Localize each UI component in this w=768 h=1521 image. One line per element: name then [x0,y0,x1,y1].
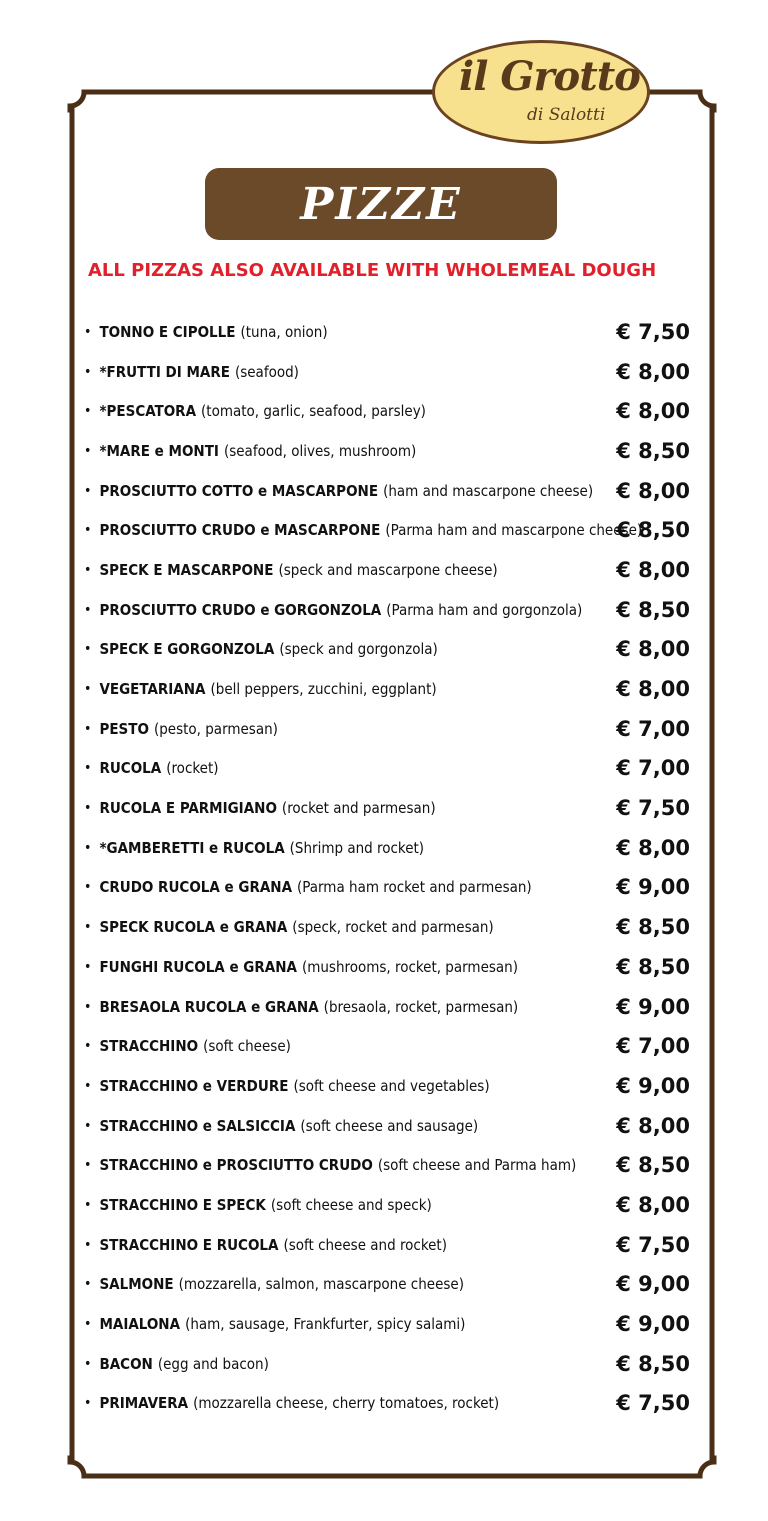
pizza-description: (speck and mascarpone cheese) [278,560,498,579]
menu-item [84,1185,690,1225]
pizza-price: € 8,00 [616,1192,690,1217]
pizza-description: (Parma ham and gorgonzola) [386,600,583,619]
menu-item [84,1384,690,1424]
pizza-name: PRIMAVERA [99,1394,189,1413]
menu-item [84,352,690,392]
bullet-icon: • [84,879,92,896]
bullet-icon: • [84,363,92,380]
menu-item-label [84,839,424,857]
pizza-description: (Parma ham rocket and parmesan) [297,878,532,897]
menu-item [84,391,690,431]
menu-item [84,510,690,550]
menu-item [84,471,690,511]
pizza-name: VEGETARIANA [99,680,206,699]
pizza-name: PROSCIUTTO CRUDO e MASCARPONE [99,521,381,540]
menu-item [84,709,690,749]
menu-item-label [84,680,437,698]
menu-item [84,669,690,709]
menu-item-label [84,878,532,896]
menu-item [84,1304,690,1344]
pizza-price: € 8,50 [616,438,690,463]
menu-item [84,947,690,987]
pizza-price: € 8,50 [616,518,690,543]
pizza-description: (soft cheese and sausage) [300,1116,479,1135]
pizza-price: € 9,00 [616,1272,690,1297]
menu-item-label [84,323,328,341]
pizza-list [84,312,690,1423]
bullet-icon: • [84,1236,92,1253]
pizza-description: (mozzarella, salmon, mascarpone cheese) [178,1275,464,1294]
pizza-description: (bell peppers, zucchini, eggplant) [210,680,437,699]
bullet-icon: • [84,1395,92,1412]
menu-item-label [84,1117,478,1135]
pizza-description: (tuna, onion) [240,322,328,341]
menu-item-label [84,482,593,500]
pizza-price: € 8,00 [616,835,690,860]
pizza-name: STRACCHINO E SPECK [99,1195,266,1214]
pizza-name: CRUDO RUCOLA e GRANA [99,878,293,897]
bullet-icon: • [84,998,92,1015]
bullet-icon: • [84,720,92,737]
bullet-icon: • [84,601,92,618]
pizza-name: BACON [99,1354,153,1373]
bullet-icon: • [84,442,92,459]
menu-item [84,312,690,352]
pizza-price: € 9,00 [616,994,690,1019]
menu-item-label [84,640,438,658]
bullet-icon: • [84,1077,92,1094]
menu-item-label [84,561,498,579]
menu-item [84,987,690,1027]
menu-item [84,1066,690,1106]
pizza-description: (rocket) [166,759,219,778]
pizza-price: € 9,00 [616,1312,690,1337]
pizza-description: (Shrimp and rocket) [289,838,425,857]
pizza-price: € 7,00 [616,716,690,741]
pizza-price: € 7,50 [616,796,690,821]
pizza-price: € 8,00 [616,399,690,424]
bullet-icon: • [84,641,92,658]
pizza-name: PROSCIUTTO COTTO e MASCARPONE [99,481,379,500]
bullet-icon: • [84,1038,92,1055]
menu-item-label [84,1077,490,1095]
bullet-icon: • [84,958,92,975]
pizza-name: SPECK E GORGONZOLA [99,640,275,659]
pizza-name: TONNO E CIPOLLE [99,322,236,341]
pizza-name: PROSCIUTTO CRUDO e GORGONZOLA [99,600,382,619]
pizza-description: (seafood, olives, mushroom) [223,441,417,460]
pizza-name: BRESAOLA RUCOLA e GRANA [99,997,319,1016]
bullet-icon: • [84,1117,92,1134]
pizza-price: € 7,50 [616,1391,690,1416]
bullet-icon: • [84,800,92,817]
pizza-name: MAIALONA [99,1315,181,1334]
menu-item-label [84,1037,291,1055]
menu-item [84,828,690,868]
menu-item [84,788,690,828]
menu-item-label [84,1394,499,1412]
pizza-price: € 8,50 [616,1153,690,1178]
pizza-description: (speck, rocket and parmesan) [292,918,494,937]
pizza-name: STRACCHINO [99,1037,199,1056]
pizza-name: FUNGHI RUCOLA e GRANA [99,957,297,976]
bullet-icon: • [84,681,92,698]
menu-item [84,749,690,789]
pizza-description: (soft cheese and Parma ham) [377,1156,577,1175]
pizza-description: (egg and bacon) [157,1354,269,1373]
menu-item-label [84,1196,432,1214]
menu-item-label [84,1236,447,1254]
pizza-description: (bresaola, rocket, parmesan) [323,997,519,1016]
pizza-price: € 8,00 [616,1113,690,1138]
menu-item-label [84,799,436,817]
pizza-name: STRACCHINO e SALSICCIA [99,1116,296,1135]
pizza-price: € 8,00 [616,637,690,662]
pizza-price: € 8,50 [616,915,690,940]
pizza-description: (mushrooms, rocket, parmesan) [301,957,519,976]
menu-item [84,1145,690,1185]
section-title-bar [205,168,557,240]
menu-item [84,1344,690,1384]
bullet-icon: • [84,1196,92,1213]
pizza-description: (mozzarella cheese, cherry tomatoes, rocket) [193,1394,500,1413]
pizza-name: RUCOLA E PARMIGIANO [99,799,277,818]
pizza-description: (soft cheese and rocket) [283,1235,447,1254]
pizza-description: (ham, sausage, Frankfurter, spicy salami) [185,1315,466,1334]
menu-item-label [84,601,582,619]
menu-item-label [84,958,518,976]
pizza-description: (soft cheese) [203,1037,291,1056]
pizza-price: € 8,00 [616,557,690,582]
pizza-name: STRACCHINO e PROSCIUTTO CRUDO [99,1156,373,1175]
pizza-price: € 7,50 [616,1232,690,1257]
menu-item-label [84,1315,465,1333]
menu-item-label [84,918,494,936]
menu-item [84,431,690,471]
pizza-description: (pesto, parmesan) [153,719,278,738]
pizza-price: € 7,00 [616,756,690,781]
bullet-icon: • [84,1276,92,1293]
pizza-description: (Parma ham and mascarpone cheese) [385,521,643,540]
pizza-name: PESTO [99,719,149,738]
pizza-description: (speck and gorgonzola) [279,640,438,659]
pizza-price: € 8,50 [616,597,690,622]
menu-item-label [84,1355,269,1373]
pizza-price: € 8,50 [616,1351,690,1376]
pizza-price: € 7,00 [616,1034,690,1059]
pizza-name: SPECK RUCOLA e GRANA [99,918,288,937]
menu-item [84,907,690,947]
bullet-icon: • [84,482,92,499]
bullet-icon: • [84,1355,92,1372]
menu-item-label [84,402,426,420]
pizza-description: (soft cheese and speck) [270,1195,432,1214]
menu-item [84,630,690,670]
menu-item [84,550,690,590]
pizza-name: *FRUTTI DI MARE [99,362,230,381]
menu-item [84,868,690,908]
bullet-icon: • [84,522,92,539]
logo-subtitle: di Salotti [527,105,606,125]
restaurant-logo [432,40,650,144]
pizza-price: € 8,50 [616,954,690,979]
bullet-icon: • [84,839,92,856]
menu-item-label [84,363,299,381]
pizza-price: € 8,00 [616,359,690,384]
pizza-description: (soft cheese and vegetables) [293,1076,490,1095]
bullet-icon: • [84,760,92,777]
pizza-price: € 9,00 [616,875,690,900]
pizza-description: (seafood) [234,362,299,381]
menu-item-label [84,759,219,777]
pizza-name: STRACCHINO e VERDURE [99,1076,289,1095]
pizza-name: *GAMBERETTI e RUCOLA [99,838,285,857]
menu-item [84,590,690,630]
menu-item-label [84,1275,464,1293]
section-title: PIZZE [300,178,462,230]
pizza-name: STRACCHINO E RUCOLA [99,1235,279,1254]
bullet-icon: • [84,403,92,420]
menu-item-label [84,1156,576,1174]
pizza-description: (ham and mascarpone cheese) [383,481,594,500]
menu-item-label [84,521,643,540]
pizza-price: € 9,00 [616,1073,690,1098]
pizza-price: € 8,00 [616,677,690,702]
logo-name: il Grotto [459,53,640,100]
menu-item [84,1106,690,1146]
menu-item [84,1026,690,1066]
menu-item-label [84,720,278,738]
pizza-description: (rocket and parmesan) [281,799,436,818]
menu-item-label [84,442,416,460]
pizza-description: (tomato, garlic, seafood, parsley) [201,402,426,421]
pizza-name: RUCOLA [99,759,162,778]
bullet-icon: • [84,561,92,578]
pizza-name: *MARE e MONTI [99,441,219,460]
wholemeal-notice: ALL PIZZAS ALSO AVAILABLE WITH WHOLEMEAL DOUGH [88,260,657,281]
bullet-icon: • [84,919,92,936]
pizza-name: SALMONE [99,1275,174,1294]
pizza-price: € 7,50 [616,319,690,344]
bullet-icon: • [84,1157,92,1174]
menu-item [84,1265,690,1305]
bullet-icon: • [84,323,92,340]
pizza-name: *PESCATORA [99,402,197,421]
pizza-name: SPECK E MASCARPONE [99,560,274,579]
bullet-icon: • [84,1316,92,1333]
pizza-price: € 8,00 [616,478,690,503]
menu-item-label [84,998,518,1016]
menu-item [84,1225,690,1265]
